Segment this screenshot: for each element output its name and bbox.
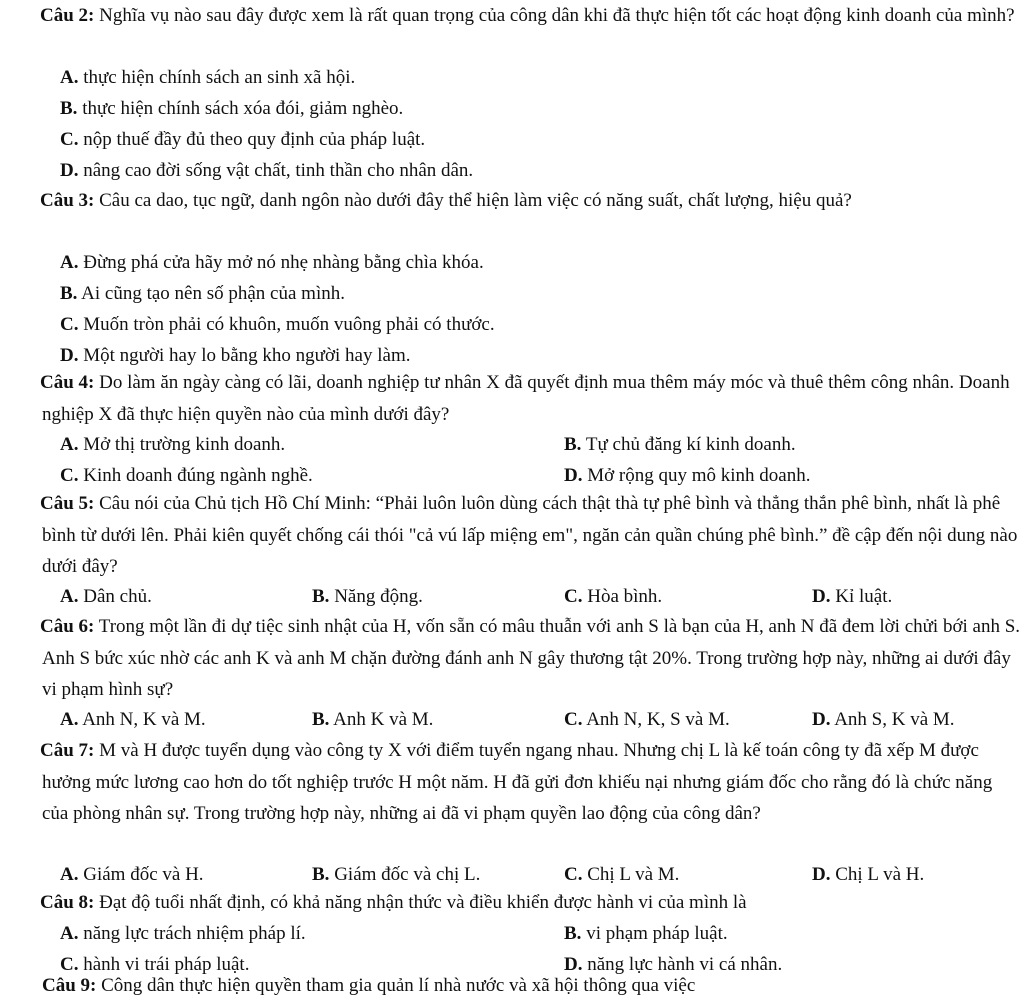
option-b [312,704,433,736]
option-a [60,247,484,279]
option-d [812,581,892,613]
option-text: Dân chủ. [83,586,152,607]
question-stem [42,0,1022,32]
option-key: A. [60,864,79,885]
option-key: C. [60,465,79,486]
option-c [564,859,679,891]
option-c [60,460,313,492]
question-label: Câu 3: [40,190,95,211]
question-stem [42,887,1022,919]
question-text: Câu nói của Chủ tịch Hồ Chí Minh: “Phải luôn luôn dùng cách thật thà tự phê bình và thẳng thắn phê bình, nhất là phê bình từ dưới lên. Phải kiên quyết chống cái thói "cả vú lấp miệng em", ngăn cản quần chúng phê bình.” đề cập đến nội dung nào dưới đây? [42,493,1018,577]
question-label: Câu 9: [42,975,97,996]
option-d [812,859,924,891]
option-text: Mở rộng quy mô kinh doanh. [587,465,811,486]
option-text: Anh K và M. [333,709,434,730]
option-text: Chị L và H. [835,864,925,885]
option-c [564,581,662,613]
question-stem [42,185,1022,217]
option-a [60,859,204,891]
option-key: C. [60,954,79,975]
option-a [60,704,206,736]
question-4 [40,367,1022,486]
option-text: năng lực hành vi cá nhân. [587,954,783,975]
option-text: Ai cũng tạo nên số phận của mình. [81,283,345,304]
option-key: C. [60,129,79,150]
question-label: Câu 8: [40,892,95,913]
option-key: A. [60,252,79,273]
question-stem [42,735,1022,830]
option-text: Anh N, K và M. [82,709,206,730]
option-text: hành vi trái pháp luật. [83,954,250,975]
option-key: C. [60,314,79,335]
question-text: Do làm ăn ngày càng có lãi, doanh nghiệp tư nhân X đã quyết định mua thêm máy móc và thuê thêm công nhân. Doanh nghiệp X đã thực hiện quyền nào của mình dưới đây? [42,372,1010,425]
option-text: Anh S, K và M. [834,709,955,730]
option-key: D. [60,160,79,181]
option-key: A. [60,586,79,607]
question-text: Nghĩa vụ nào sau đây được xem là rất quan trọng của công dân khi đã thực hiện tốt các hoạt động kinh doanh của mình? [99,5,1015,26]
option-b [312,581,423,613]
option-a [60,429,285,461]
option-key: B. [564,923,582,944]
option-b [564,429,796,461]
option-text: Mở thị trường kinh doanh. [83,434,286,455]
question-label: Câu 2: [40,5,95,26]
option-key: D. [564,465,583,486]
question-label: Câu 5: [40,493,95,514]
option-key: A. [60,923,79,944]
option-key: B. [312,864,330,885]
option-text: Muốn tròn phải có khuôn, muốn vuông phải có thước. [83,314,495,335]
question-3 [40,185,1022,366]
option-text: Đừng phá cửa hãy mở nó nhẹ nhàng bằng chìa khóa. [83,252,484,273]
option-key: B. [312,586,330,607]
option-text: Anh N, K, S và M. [586,709,730,730]
option-text: Hòa bình. [587,586,663,607]
option-text: Tự chủ đăng kí kinh doanh. [585,434,796,455]
option-text: nộp thuế đầy đủ theo quy định của pháp luật. [83,129,426,150]
option-a [60,918,306,950]
option-c [564,704,730,736]
question-5 [40,488,1022,607]
option-b [312,859,480,891]
question-text: Trong một lần đi dự tiệc sinh nhật của H, vốn sẵn có mâu thuẫn với anh S là bạn của H, anh N đã đem lời chửi bới anh S. Anh S bức xúc nhờ các anh K và anh M chặn đường đánh anh N gây thương tật 20%. Trong trường hợp này, những ai dưới đây vi phạm hình sự? [42,616,1021,700]
option-d [564,460,811,492]
option-b [564,918,728,950]
question-label: Câu 4: [40,372,95,393]
question-8 [40,887,1022,975]
option-text: Giám đốc và H. [83,864,204,885]
option-d [60,155,473,187]
option-key: D. [564,954,583,975]
option-key: D. [812,709,831,730]
option-key: B. [60,98,78,119]
option-text: Giám đốc và chị L. [334,864,481,885]
option-c [60,124,425,156]
question-label: Câu 7: [40,740,95,761]
question-text: Công dân thực hiện quyền tham gia quản lí nhà nước và xã hội thông qua việc [101,975,696,996]
option-a [60,581,152,613]
option-key: B. [312,709,330,730]
option-b [60,93,403,125]
question-text: M và H được tuyển dụng vào công ty X với điểm tuyển ngang nhau. Nhưng chị L là kế toán công ty đã xếp M được hưởng mức lương cao hơn do tốt nghiệp trước H một năm. H đã gửi đơn khiếu nại nhưng giám đốc cho rằng đó là chức năng của phòng nhân sự. Trong trường hợp này, những ai đã vi phạm quyền lao động của công dân? [42,740,993,824]
option-key: A. [60,67,79,88]
question-6 [40,611,1022,730]
question-stem [42,611,1022,706]
option-key: B. [564,434,582,455]
option-key: C. [564,864,583,885]
option-key: D. [60,345,79,366]
option-text: Kinh doanh đúng ngành nghề. [83,465,313,486]
question-9-cutoff [42,975,695,997]
question-7 [40,735,1022,885]
option-key: D. [812,586,831,607]
option-a [60,62,355,94]
option-key: C. [564,586,583,607]
option-text: Kỉ luật. [835,586,893,607]
option-text: vi phạm pháp luật. [586,923,728,944]
option-key: C. [564,709,583,730]
option-key: D. [812,864,831,885]
question-label: Câu 6: [40,616,95,637]
question-text: Câu ca dao, tục ngữ, danh ngôn nào dưới đây thể hiện làm việc có năng suất, chất lượng, hiệu quả? [99,190,852,211]
option-b [60,278,345,310]
option-key: A. [60,709,79,730]
option-text: nâng cao đời sống vật chất, tinh thần cho nhân dân. [83,160,474,181]
option-text: Năng động. [334,586,423,607]
question-text: Đạt độ tuổi nhất định, có khả năng nhận thức và điều khiển được hành vi của mình là [99,892,747,913]
question-stem [42,367,1022,430]
option-text: Chị L và M. [587,864,680,885]
option-text: năng lực trách nhiệm pháp lí. [83,923,306,944]
option-key: B. [60,283,78,304]
option-text: thực hiện chính sách xóa đói, giảm nghèo. [82,98,404,119]
question-2 [40,0,1022,181]
option-text: Một người hay lo bằng kho người hay làm. [83,345,411,366]
option-text: thực hiện chính sách an sinh xã hội. [83,67,356,88]
question-stem [42,488,1022,583]
option-d [812,704,955,736]
option-c [60,309,495,341]
option-key: A. [60,434,79,455]
